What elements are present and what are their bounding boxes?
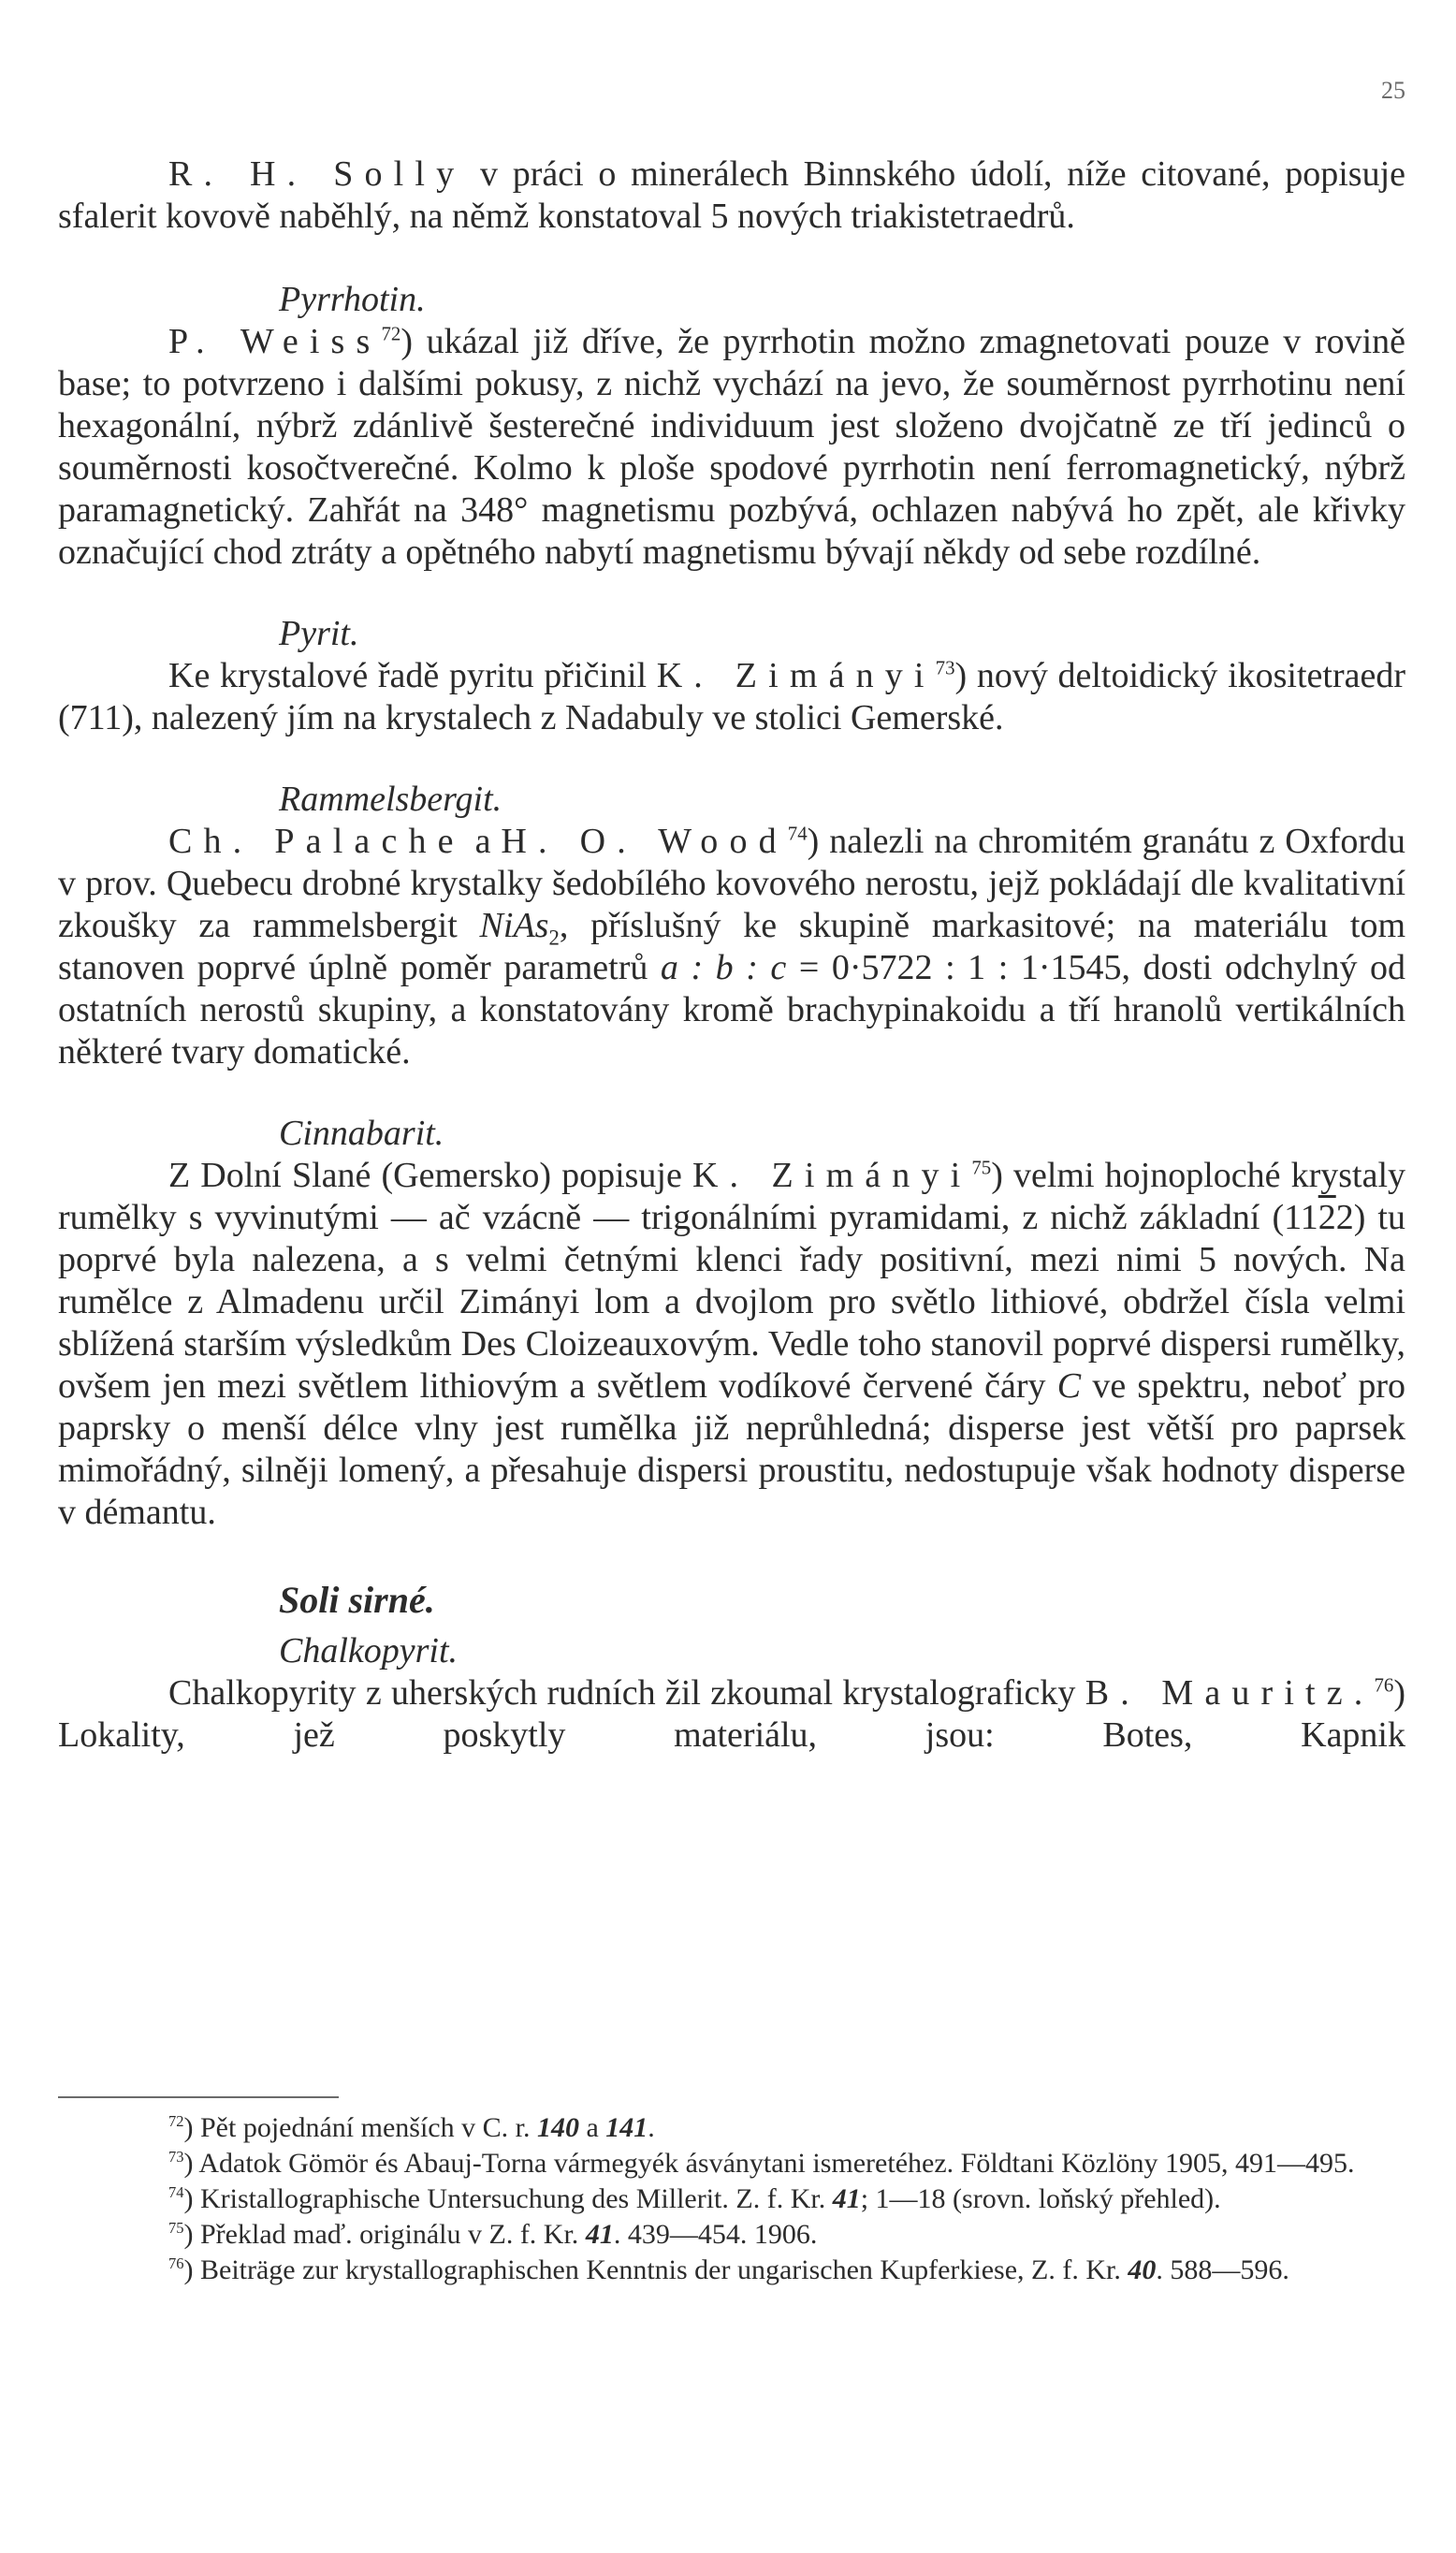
chemical-formula: NiAs — [479, 906, 549, 945]
section-heading-pyrit: Pyrit. — [279, 614, 359, 653]
paragraph-text: , příslušný ke skupině markasitové; na materiálu tom stanoven poprvé úplně poměr parametrů — [58, 906, 1405, 987]
volume-number: 41 — [832, 2183, 861, 2214]
footnote-ref: 73 — [935, 656, 955, 679]
footnote-text: Překlad maď. originálu v Z. f. Kr. — [193, 2219, 586, 2250]
paragraph-text: nový deltoidický ikositetraedr (711), nalezený jím na krystalech z Nadabuly ve stolici Gemerské. — [58, 656, 1405, 737]
parameter-ratio: a : b : c — [660, 948, 787, 987]
paragraph-text: ve spektru, neboť pro paprsky o menší délce vlny jest rumělka již neprůhledná; disperse jest větší pro paprsek mimořádný, silněji lomený, a přesahuje dispersi proustitu, nedostupuje však hodnoty disperse v démantu. — [58, 1366, 1405, 1532]
paragraph-cinnabarit: Z Dolní Slané (Gemersko) popisuje K. Zimányi$^{75}$) velmi hojnoploché krystaly rumělky s vyvinutými — ač vzácně — trigonálními pyramidami, z nichž základní (1122) tu poprvé byla nalezena, a s velmi četnými klenci řady positivní, mezi nimi 5 nových. Na rumělce z Almadenu určil Zimányi lom a dvojlom pro světlo lithiové, obdržel čísla velmi sblížená starším výsledkům Des Cloizeauxovým. Vedle toho stanovil poprvé dispersi rumělky, ovšem jen mezi světlem lithiovým a světlem vodíkové červené čáry C ve spektru, neboť pro paprsky o menší délce vlny jest rumělka již neprůhledná; disperse jest větší pro paprsek mimořádný, silněji lomený, a přesahuje dispersi proustitu, nedostupuje však hodnoty disperse v démantu. — [58, 1156, 1406, 1532]
footnotes — [58, 2111, 1405, 2289]
author-name: B. Mauritz. — [1085, 1673, 1375, 1713]
footnote-text: a — [578, 2112, 606, 2143]
overlined-index: 2 — [1318, 1198, 1336, 1237]
footnote-text: ; 1—18 (srovn. loňský přehled). — [860, 2183, 1221, 2214]
author-name: K. Zimányi — [692, 1156, 972, 1195]
conjunction: a — [464, 822, 502, 861]
footnote-number: 73 — [168, 2148, 184, 2166]
paragraph-pyrit: Ke krystalové řadě pyritu přičinil K. Zimányi$^{73}$) nový deltoidický ikositetraedr (711), nalezený jím na krystalech z Nadabuly ve stolici Gemerské. — [58, 656, 1405, 737]
volume-number: 40 — [1128, 2254, 1157, 2285]
section-heading-pyrrhotin: Pyrrhotin. — [279, 280, 426, 319]
footnote-text: Adatok Gömör és Abauj-Torna vármegyék ásványtani ismeretéhez. Földtani Közlöny 1905, 491—495. — [193, 2148, 1355, 2179]
paragraph-text: velmi hojnoploché krystaly rumělky s vyvinutými — ač vzácně — trigonálními pyramidami, z nichž základní (11 — [58, 1156, 1406, 1237]
footnote: $^{74}$) Kristallographische Untersuchung des Millerit. Z. f. Kr. 41; 1—18 (srovn. loňský přehled). — [168, 2183, 1221, 2214]
formula-subscript: 2 — [548, 926, 560, 950]
author-name: R. H. Solly — [168, 154, 466, 194]
paragraph-text: Lokality, jež poskytly materiálu, jsou: Botes, Kapnik — [58, 1715, 1405, 1755]
author-name: P. Weiss — [168, 322, 382, 361]
paragraph-text: nalezli na chromitém granátu z Oxfordu v prov. Quebecu drobné krystalky šedobílého kovového nerostu, jejž pokládají dle kvalitativní zkoušky za rammelsbergit — [58, 822, 1406, 945]
author-name: K. Zimányi — [656, 656, 936, 695]
footnote-number: 74 — [168, 2183, 184, 2201]
paragraph-chalkopyrit: Chalkopyrity z uherských rudních žil zkoumal krystalograficky B. Mauritz.$^{76}$) Lokality, jež poskytly materiálu, jsou: Botes, Kapnik — [58, 1673, 1405, 1755]
footnote: $^{76}$) Beiträge zur krystallographischen Kenntnis der ungarischen Kupferkiese, Z. f. Kr. 40. 588—596. — [168, 2254, 1289, 2285]
footnote-text: . — [648, 2112, 655, 2143]
footnote-ref: 75 — [971, 1156, 992, 1179]
footnote: $^{72}$) Pět pojednání menších v C. r. 140 a 141. — [168, 2112, 655, 2143]
paragraph-text: 2) tu poprvé byla nalezena, a s velmi četnými klenci řady positivní, mezi nimi 5 nových. Na rumělce z Almadenu určil Zimányi lom a dvojlom pro světlo lithiové, obdržel čísla velmi sblížená starším výsledkům Des Cloizeauxovým. Vedle toho stanovil poprvé dispersi rumělky, ovšem jen mezi světlem lithiovým a světlem vodíkové červené čáry — [58, 1198, 1405, 1406]
footnote: $^{73}$) Adatok Gömör és Abauj-Torna vármegyék ásványtani ismeretéhez. Földtani Közlöny 1905, 491—495. — [168, 2148, 1355, 2179]
footnote-ref: 72 — [381, 322, 401, 345]
footnote-separator — [58, 2096, 339, 2098]
volume-number: 41 — [585, 2219, 614, 2250]
footnote-ref: 76 — [1374, 1673, 1394, 1697]
footnote-text: . 439—454. 1906. — [613, 2219, 818, 2250]
page-number: 25 — [1381, 77, 1405, 104]
paragraph-solly — [58, 153, 1405, 238]
paragraph-text: Chalkopyrity z uherských rudních žil zkoumal krystalograficky — [168, 1673, 1085, 1713]
footnote-text: . 588—596. — [1156, 2254, 1289, 2285]
section-heading-soli-sirne: Soli sirné. — [279, 1579, 435, 1621]
paragraph-pyrrhotin: P. Weiss$^{72}$) ukázal již dříve, že pyrrhotin možno zmagnetovati pouze v rovině base; to potvrzeno i dalšími pokusy, z nichž vychází na jevo, že souměrnost pyrrhotinu není hexagonální, nýbrž zdánlivě šesterečné individuum jest složeno dvojčatně ze tří jedinců o souměrnosti kosočtverečné. Kolmo k ploše spodové pyrrhotin není ferromagnetický, nýbrž paramagnetický. Zahřát na 348° magnetismu pozbývá, ochlazen nabývá ho zpět, ale křivky označující chod ztráty a opětného nabytí magnetismu bývají někdy od sebe rozdílné. — [58, 322, 1405, 572]
section-heading-chalkopyrit: Chalkopyrit. — [279, 1631, 459, 1670]
paragraph-rammelsbergit: Ch. Palache a H. O. Wood$^{74}$) nalezli na chromitém granátu z Oxfordu v prov. Quebecu drobné krystalky šedobílého kovového nerostu, jejž pokládají dle kvalitativní zkoušky za rammelsbergit NiAs$_2$, příslušný ke skupině markasitové; na materiálu tom stanoven poprvé úplně poměr parametrů a : b : c = 0·5722 : 1 : 1·1545, dosti odchylný od ostatních nerostů skupiny, a konstatovány kromě brachypinakoidu a tří hranolů vertikálních některé tvary domatické. — [58, 822, 1406, 1072]
footnote-ref: 74 — [787, 822, 808, 845]
spectral-line: C — [1056, 1366, 1082, 1406]
footnote-number: 72 — [168, 2112, 184, 2130]
paragraph-text: = 0·5722 : 1 : 1·1545, dosti odchylný od ostatních nerostů skupiny, a konstatovány kromě brachypinakoidu a tří hranolů vertikálních některé tvary domatické. — [58, 948, 1405, 1072]
paragraph-text: Z Dolní Slané (Gemersko) popisuje — [168, 1156, 692, 1195]
paragraph-text: ukázal již dříve, že pyrrhotin možno zmagnetovati pouze v rovině base; to potvrzeno i dalšími pokusy, z nichž vychází na jevo, že souměrnost pyrrhotinu není hexagonální, nýbrž zdánlivě šesterečné individuum jest složeno dvojčatně ze tří jedinců o souměrnosti kosočtverečné. Kolmo k ploše spodové pyrrhotin není ferromagnetický, nýbrž paramagnetický. Zahřát na 348° magnetismu pozbývá, ochlazen nabývá ho zpět, ale křivky označující chod ztráty a opětného nabytí magnetismu bývají někdy od sebe rozdílné. — [58, 322, 1405, 572]
paragraph-text: v práci o minerálech Binnského údolí, níže citované, popisuje sfalerit kovově naběhlý, na němž konstatoval 5 nových triakistetraedrů. — [58, 154, 1405, 236]
section-heading-rammelsbergit: Rammelsbergit. — [279, 780, 502, 819]
footnote-text: Pět pojednání menších v C. r. — [193, 2112, 537, 2143]
footnote-text: Beiträge zur krystallographischen Kenntnis der ungarischen Kupferkiese, Z. f. Kr. — [193, 2254, 1128, 2285]
footnote-text: Kristallographische Untersuchung des Millerit. Z. f. Kr. — [193, 2183, 833, 2214]
volume-number: 140 — [536, 2112, 579, 2143]
paragraph-text: Ke krystalové řadě pyritu přičinil — [168, 656, 657, 695]
volume-number: 141 — [605, 2112, 648, 2143]
footnote: $^{75}$) Překlad maď. originálu v Z. f. Kr. 41. 439—454. 1906. — [168, 2219, 818, 2250]
body-text — [58, 153, 1405, 1757]
footnote-number: 75 — [168, 2219, 184, 2237]
section-heading-cinnabarit: Cinnabarit. — [279, 1114, 444, 1153]
footnote-number: 76 — [168, 2254, 184, 2272]
author-name: H. O. Wood — [501, 822, 788, 861]
author-name: Ch. Palache — [168, 822, 465, 861]
